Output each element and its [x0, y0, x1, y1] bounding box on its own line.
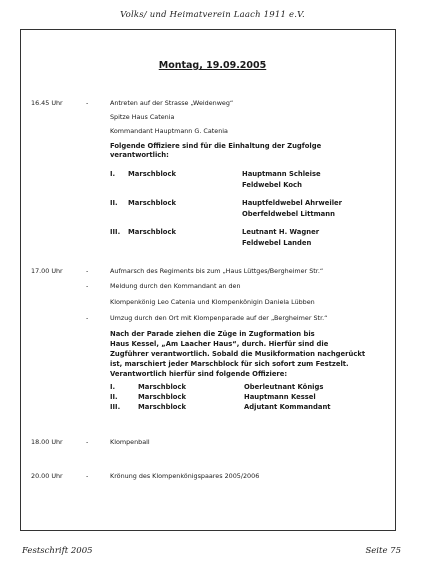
page-header: Volks/ und Heimatverein Laach 1911 e.V. [120, 10, 305, 20]
schedule-line: Antreten auf der Strasse „Weidenweg“ [110, 99, 234, 107]
time-2000: 20.00 Uhr [31, 472, 63, 480]
dash: - [86, 314, 89, 322]
officers-intro: verantwortlich: [110, 151, 169, 159]
time-1800: 18.00 Uhr [31, 438, 63, 446]
page-number: Seite 75 [365, 546, 401, 556]
block-label: Marschblock [128, 199, 177, 207]
parade-text: Verantwortlich hierfür sind folgende Offiziere: [110, 370, 288, 378]
officer-name: Leutnant H. Wagner [242, 228, 320, 236]
page-title: Montag, 19.09.2005 [158, 60, 267, 71]
officer-name: Hauptmann Schleise [242, 170, 321, 178]
block-number: I. [110, 383, 116, 391]
block-number: III. [110, 228, 121, 236]
dash: - [86, 282, 89, 290]
schedule-line: Kommandant Hauptmann G. Catenia [110, 127, 228, 135]
block-number: I. [110, 170, 116, 178]
block-number: II. [110, 199, 118, 207]
parade-text: Haus Kessel, „Am Laacher Haus“, durch. Hierfür sind die [110, 340, 329, 348]
block-number: III. [110, 403, 121, 411]
officer-name: Hauptfeldwebel Ahrweiler [242, 199, 343, 207]
block-label: Marschblock [138, 393, 187, 401]
officer-name: Oberfeldwebel Littmann [242, 210, 335, 218]
officer-name: Oberleutnant Königs [244, 383, 324, 391]
block-label: Marschblock [138, 403, 187, 411]
schedule-line: Umzug durch den Ort mit Klompenparade auf der „Bergheimer Str.“ [110, 314, 328, 322]
officer-name: Feldwebel Koch [242, 181, 302, 189]
dash: - [86, 472, 89, 480]
officer-name: Feldwebel Landen [242, 239, 312, 247]
parade-text: Nach der Parade ziehen die Züge in Zugformation bis [110, 330, 315, 338]
time-1700: 17.00 Uhr [31, 267, 63, 275]
parade-text: Zugführer verantwortlich. Sobald die Musikformation nachgerückt [110, 350, 366, 358]
officer-name: Hauptmann Kessel [244, 393, 316, 401]
block-label: Marschblock [128, 228, 177, 236]
schedule-line: Klompenball [110, 438, 150, 446]
schedule-line: Meldung durch den Kommandant an den [110, 282, 241, 290]
block-label: Marschblock [138, 383, 187, 391]
officers-intro: Folgende Offiziere sind für die Einhaltung der Zugfolge [110, 142, 322, 150]
schedule-line: Krönung des Klompenkönigspaares 2005/2006 [110, 472, 260, 480]
schedule-line: Aufmarsch des Regiments bis zum „Haus Lüttges/Bergheimer Str.“ [110, 267, 324, 275]
dash: - [86, 99, 89, 107]
officer-name: Adjutant Kommandant [244, 403, 331, 411]
block-label: Marschblock [128, 170, 177, 178]
schedule-line: Spitze Haus Catenia [110, 113, 175, 121]
time-1645: 16.45 Uhr [31, 99, 63, 107]
dash: - [86, 267, 89, 275]
block-number: II. [110, 393, 118, 401]
schedule-line: Klompenkönig Leo Catenia und Klompenkönigin Daniela Lübben [110, 298, 315, 306]
parade-text: ist, marschiert jeder Marschblock für sich sofort zum Festzelt. [110, 360, 349, 368]
footer-publication: Festschrift 2005 [22, 546, 93, 556]
dash: - [86, 438, 89, 446]
